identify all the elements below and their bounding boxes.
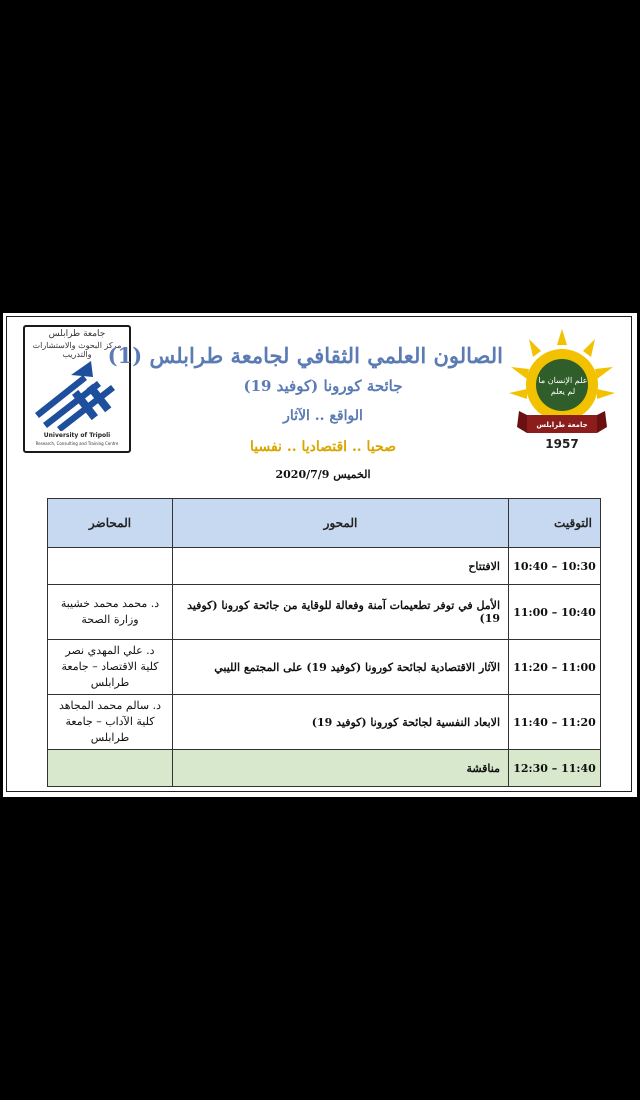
row-topic: الافتتاح	[173, 548, 509, 585]
table-row	[48, 640, 601, 695]
row-speaker	[48, 585, 173, 640]
discussion-row	[48, 750, 601, 787]
row-time: 10:40 – 11:00	[509, 585, 601, 640]
speaker-name: د. علي المهدي نصر	[65, 644, 155, 657]
row-time: 11:40 – 12:30	[509, 750, 601, 787]
speaker-org: وزارة الصحة	[81, 613, 139, 626]
page-title: الصالون العلمي الثقافي لجامعة طرابلس (1)	[107, 343, 503, 368]
page-subtitle: جائحة كورونا (كوفيد 19)	[243, 377, 403, 395]
row-time: 11:20 – 11:40	[509, 695, 601, 750]
speaker-org: كلية الاقتصاد – جامعة طرابلس	[61, 660, 159, 689]
table-row	[48, 548, 601, 585]
schedule-table	[47, 498, 601, 787]
row-topic: الأمل في توفر تطعيمات آمنة وفعالة للوقاية من جائحة كورونا (كوفيد 19)	[173, 585, 509, 640]
logo-left-english-2: Research, Consulting and Training Centre	[35, 441, 119, 446]
logo-left-arabic-2: مركز البحوث والاستشارات والتدريب	[32, 341, 122, 359]
speaker-name: د. سالم محمد المجاهد	[58, 699, 162, 712]
header-topic: المحور	[173, 499, 509, 548]
aspects-line: صحيا .. اقتصاديا .. نفسيا	[250, 439, 396, 455]
seal-banner: جامعة طرابلس	[536, 421, 588, 429]
event-date: الخميس 2020/7/9	[275, 468, 371, 481]
table-row	[48, 695, 601, 750]
theme-line: الواقع .. الآثار	[283, 408, 363, 424]
header-time: التوقيت	[509, 499, 601, 548]
row-topic: الآثار الاقتصادية لجائحة كورونا (كوفيد 19) على المجتمع الليبي	[173, 640, 509, 695]
speaker-name: د. محمد محمد خشيبة	[60, 597, 160, 610]
seal-motto: علم الإنسان ما لم يعلم	[538, 376, 588, 396]
header-speaker: المحاضر	[48, 499, 173, 548]
row-time: 11:00 – 11:20	[509, 640, 601, 695]
university-seal-logo	[509, 327, 615, 451]
row-time: 10:30 – 10:40	[509, 548, 601, 585]
row-speaker	[48, 750, 173, 787]
table-header-row	[48, 499, 601, 548]
seal-year: 1957	[545, 437, 579, 451]
row-speaker	[48, 640, 173, 695]
logo-left-english-1: University of Tripoli	[43, 432, 111, 439]
table-row	[48, 585, 601, 640]
row-speaker	[48, 695, 173, 750]
row-topic: الابعاد النفسية لجائحة كورونا (كوفيد 19)	[173, 695, 509, 750]
logo-left-arabic-1: جامعة طرابلس	[48, 329, 106, 339]
row-topic: مناقشة	[173, 750, 509, 787]
program-document	[3, 313, 637, 797]
speaker-org: كلية الآداب – جامعة طرابلس	[65, 715, 155, 744]
row-speaker	[48, 548, 173, 585]
